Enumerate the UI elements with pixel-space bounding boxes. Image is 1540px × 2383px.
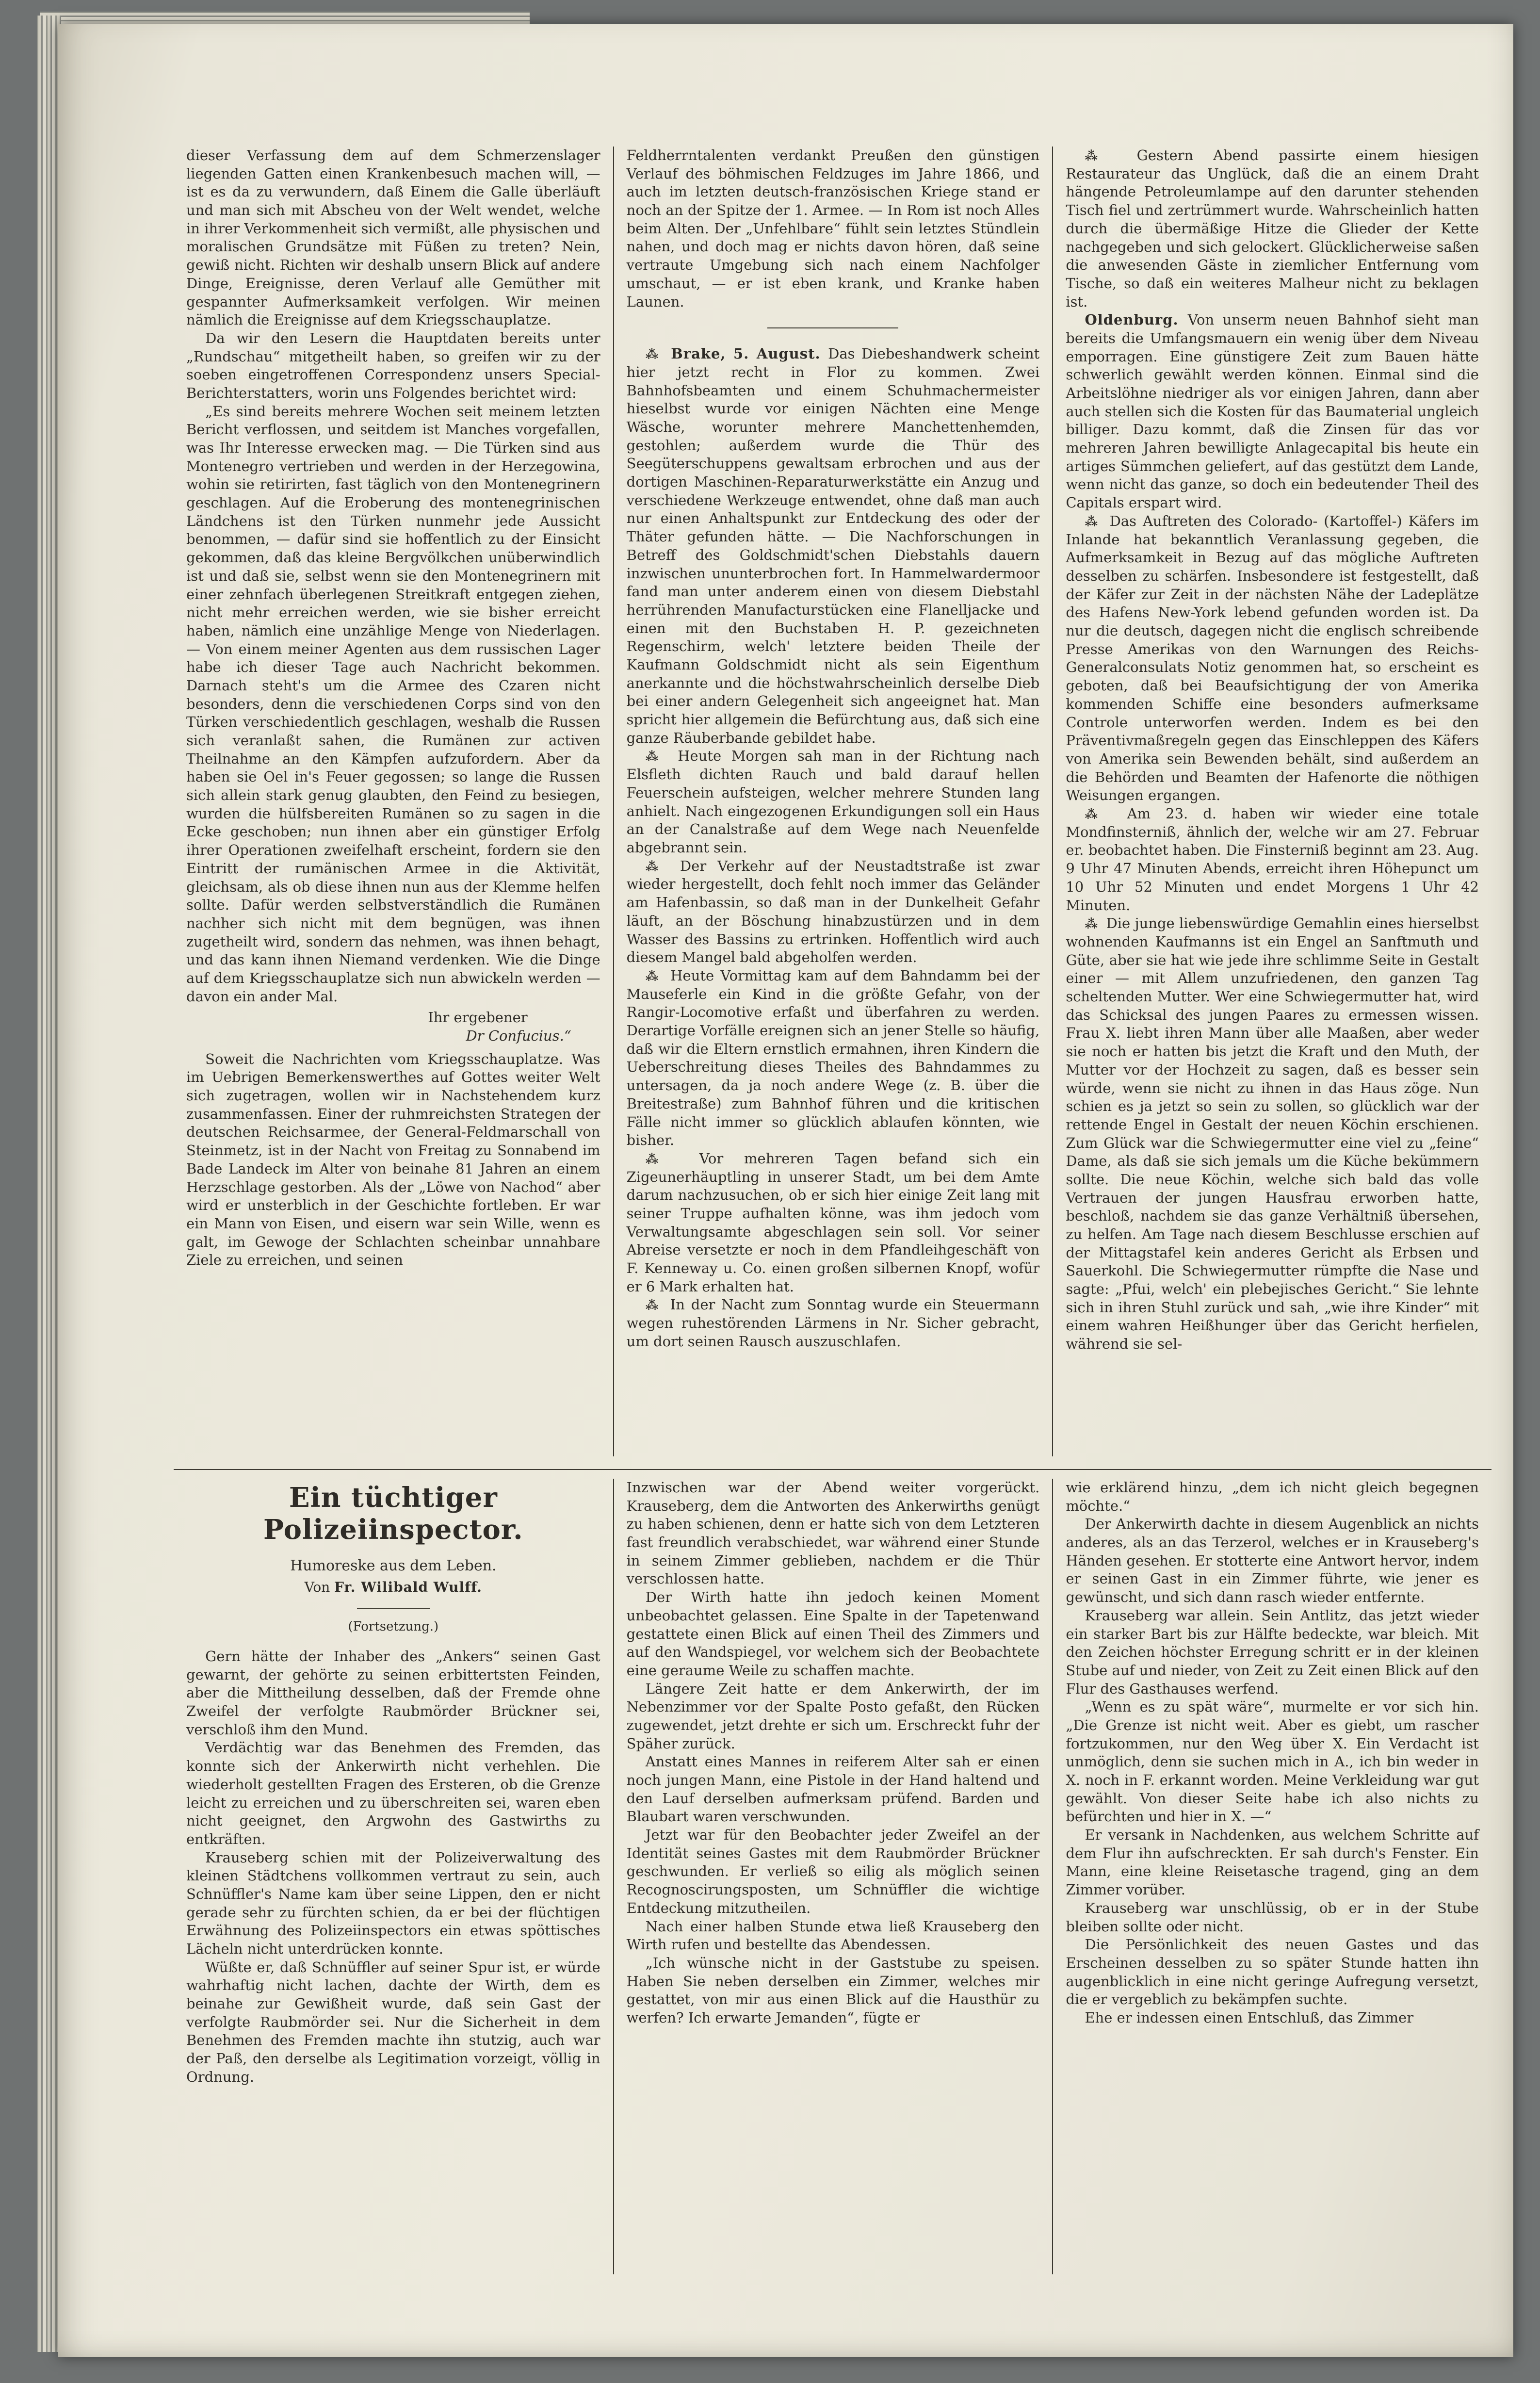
paragraph: „Wenn es zu spät wäre“, murmelte er vor sich hin. „Die Grenze ist nicht weit. Aber es giebt, um rascher fortzukommen, nur den Weg über X. Ein Verdacht ist unmöglich, denn sie suchen mich in A., ich bin weder in X. noch in F. erkannt worden. Meine Verkleidung war gut gewählt. Von dieser Seite habe ich also nichts zu befürchten und hier in X. —“: [1066, 1698, 1479, 1825]
asterism-mark: ⁂: [645, 859, 678, 874]
paragraph: Ihr ergebener: [428, 1009, 528, 1026]
paragraph: Jetzt war für den Beobachter jeder Zweifel an der Identität seines Gastes mit dem Raubmörder Brückner geschwunden. Er verließ so eilig als möglich seinen Recognoscirungsposten, um Schnüffler die wichtige Entdeckung mitzutheilen.: [626, 1827, 1040, 1916]
paragraph: Krauseberg schien mit der Polizeiverwaltung des kleinen Städtchens vollkommen vertraut zu sein, auch Schnüffler's Name kam über seine Lippen, den er nicht gerade sehr zu fürchten schien, da er bei der flüchtigen Erwähnung des Polizeiinspectors ein etwas spöttisches Lächeln nicht unterdrücken konnte.: [186, 1849, 600, 1957]
paragraph: ⁂ In der Nacht zum Sonntag wurde ein Steuermann wegen ruhestörenden Lärmens in Nr. Sicher gebracht, um dort seinen Rausch auszuschlafen.: [626, 1296, 1040, 1350]
news-section: [174, 147, 1491, 1456]
news-column-3: [1052, 147, 1491, 1456]
paragraph: Feldherrntalenten verdankt Preußen den günstigen Verlauf des böhmischen Feldzuges im Jahre 1866, und auch im letzten deutsch-französischen Kriege stand er noch an der Spitze der 1. Armee. — In Rom ist noch Alles beim Alten. Der „Unfehlbare“ fühlt sein letztes Stündlein nahen, und doch mag er nichts davon hören, daß seine vertraute Umgebung sich nach einem Nachfolger umschaut, — er ist eben krank, und Kranke haben Launen.: [626, 147, 1040, 310]
asterism-mark: ⁂: [645, 969, 669, 984]
asterism-mark: ⁂: [645, 1152, 697, 1167]
asterism-mark: ⁂: [1085, 807, 1125, 822]
feuilleton-header: [186, 1482, 600, 1634]
asterism-mark: ⁂: [1085, 514, 1108, 529]
feuilleton-continuation: (Fortsetzung.): [348, 1619, 439, 1634]
feuilleton-column-3: [1052, 1479, 1491, 2274]
paragraph: Er versank in Nachdenken, aus welchem Schritte auf dem Flur ihn aufschreckten. Er sah durch's Fenster. Ein Mann, eine kleine Reisetasche tragend, ging an dem Zimmer vorüber.: [1066, 1827, 1479, 1898]
paragraph: Die Persönlichkeit des neuen Gastes und das Erscheinen desselben zu so später Stunde hatten ihn augenblicklich in eine nicht geringe Aufregung versetzt, die er vergeblich zu bekämpfen suchte.: [1066, 1936, 1479, 2008]
feuilleton-small-rule: [357, 1608, 430, 1609]
page-stack-left-edge: [37, 16, 61, 2352]
paragraph: Inzwischen war der Abend weiter vorgerückt. Krauseberg, dem die Antworten des Ankerwirths genügt zu haben schienen, denn er hatte sich von dem Letzteren fast freundlich verabschiedet, war während einer Stunde in seinem Zimmer geblieben, nachdem er die Thür verschlossen hatte.: [626, 1479, 1040, 1587]
paragraph: ⁂ Heute Vormittag kam auf dem Bahndamm bei der Mauseferle ein Kind in die größte Gefahr, von der Rangir-Locomotive erfaßt und überfahren zu werden. Derartige Vorfälle ereignen sich an jener Stelle so häufig, daß wir die Eltern ernstlich ermahnen, ihren Kindern die Ueberschreitung dieses Theiles des Bahndammes zu untersagen, da ja noch andere Wege (z. B. über die Breitestraße) zum Bahnhof führen und die kritischen Fälle nicht immer so glücklich ablaufen könnten, wie bisher.: [626, 967, 1040, 1149]
newspaper-page: [58, 24, 1513, 2357]
feuilleton-subtitle: Humoreske aus dem Leben.: [290, 1557, 497, 1574]
asterism-mark: ⁂: [645, 750, 676, 765]
feuilleton-author: Fr. Wilibald Wulff.: [334, 1579, 482, 1595]
paragraph: Nach einer halben Stunde etwa ließ Krauseberg den Wirth rufen und bestellte das Abendessen.: [626, 1918, 1040, 1953]
paragraph: Oldenburg. Von unserm neuen Bahnhof sieht man bereits die Umfangsmauern ein wenig über dem Niveau emporragen. Eine günstigere Zeit zum Bauen hätte schwerlich gewählt werden können. Einmal sind die Arbeitslöhne niedriger als vor einigen Jahren, dann aber auch stellen sich die Kosten für das Baumaterial ungleich billiger. Dazu kommt, daß die Zinsen für das vor mehreren Jahren bewilligte Anlagecapital bis heute ein artiges Sümmchen geliefert, auf das gestützt dem Lande, wenn nicht das ganze, so doch ein bedeutender Theil des Capitals erspart wird.: [1066, 311, 1479, 511]
paragraph: ⁂ Die junge liebenswürdige Gemahlin eines hierselbst wohnenden Kaufmanns ist ein Engel an Sanftmuth und Güte, aber sie hat wie jede ihre schlimme Seite in Gestalt einer — mit Allem unzufriedenen, den ganzen Tag scheltenden Mutter. Wer eine Schwiegermutter hat, wird das Schicksal des jungen Paares zu ermessen wissen. Frau X. liebt ihren Mann über alle Maaßen, aber weder sie noch er hatten bis jetzt die Kraft und den Muth, der Mutter vor der Hochzeit zu sagen, daß es besser sein würde, wenn sie nicht zu ihnen in das Haus zöge. Nun schien es ja jetzt so sein zu sollen, so glücklich war der rettende Engel in Gestalt der neuen Köchin erschienen. Zum Glück war die Schwiegermutter eine viel zu „feine“ Dame, als daß sie sich jemals um die Küche bekümmern sollte. Die neue Köchin, welche sich bald das volle Vertrauen der jungen Hausfrau erworben hatte, beschloß, nachdem sie das ganze Verhältniß übersehen, zu helfen. Am Tage nach diesem Beschlusse erschien auf der Mittagstafel kein anderes Gericht als Erbsen und Sauerkohl. Die Schwiegermutter rümpfte die Nase und sagte: „Pfui, welch' ein plebejisches Gericht.“ Sie lehnte sich in ihren Stuhl zurück und sah, „wie ihre Kinder“ mit einem wahren Heißhunger über das Gericht herfielen, während sie sel-: [1066, 915, 1479, 1353]
asterism-mark: ⁂: [645, 1298, 668, 1313]
section-divider-rule: [174, 1469, 1491, 1470]
feuilleton-byline: [186, 1579, 600, 1595]
paragraph: Soweit die Nachrichten vom Kriegsschauplatze. Was im Uebrigen Bemerkenswerthes auf Gottes weiter Welt sich zugetragen, wollen wir in Nachstehendem kurz zusammenfassen. Einer der ruhmreichsten Strategen der deutschen Reichsarmee, der General-Feldmarschall von Steinmetz, ist in der Nacht von Freitag zu Sonnabend im Bade Landeck im Alter von beinahe 81 Jahren an einem Herzschlage gestorben. Als der „Löwe von Nachod“ aber wird er unsterblich in der Geschichte fortleben. Er war ein Mann von Eisen, und eisern war sein Wille, wenn es galt, im Gewoge der Schlachten scheinbar unnahbare Ziele zu erreichen, und seinen: [186, 1050, 600, 1269]
paragraph: Verdächtig war das Benehmen des Fremden, das konnte sich der Ankerwirth nicht verhehlen. Die wiederholt gestellten Fragen des Ersteren, ob die Grenze leicht zu erreichen und zu überschreiten sei, waren eben nicht geeignet, den Argwohn des Gastwirths zu entkräften.: [186, 1739, 600, 1847]
paragraph: ⁂ Der Verkehr auf der Neustadtstraße ist zwar wieder hergestellt, doch fehlt noch immer das Geländer am Hafenbassin, so daß man in der Dunkelheit Gefahr läuft, an der Böschung hinabzustürzen und in dem Wasser des Bassins zu ertrinken. Hoffentlich wird auch diesem Mangel bald abgeholfen werden.: [626, 857, 1040, 966]
paragraph: wie erklärend hinzu, „dem ich nicht gleich begegnen möchte.“: [1066, 1479, 1479, 1514]
paragraph: Da wir den Lesern die Hauptdaten bereits unter „Rundschau“ mitgetheilt haben, so greifen wir zu der soeben eingetroffenen Correspondenz unsers Special-Berichterstatters, worin uns Folgendes berichtet wird:: [186, 329, 600, 401]
paragraph: „Ich wünsche nicht in der Gaststube zu speisen. Haben Sie neben derselben ein Zimmer, welches mir gestattet, von mir aus einen Blick auf die Hausthür zu werfen? Ich erwarte Jemanden“, fügte er: [626, 1954, 1040, 2026]
news-column-1: [174, 147, 613, 1456]
paragraph: „Es sind bereits mehrere Wochen seit meinem letzten Bericht verflossen, und seitdem ist Manches vorgefallen, was Ihr Interesse erwecken mag. — Die Türken sind aus Montenegro vertrieben und werden in der Herzegowina, wohin sie retirirten, fast täglich von den Montenegrinern geschlagen. Auf die Eroberung des montenegrinischen Ländchens ist den Türken nunmehr jede Aussicht benommen, — dafür sind sie hoffentlich zu der Einsicht gekommen, daß das kleine Bergvölkchen unüberwindlich ist und daß sie, selbst wenn sie den Montenegrinern mit einer zehnfach überlegenen Streitkraft entgegen ziehen, nicht mehr erreichen werden, wie sie bisher erreicht haben, nämlich eine unzählige Menge von Niederlagen. — Von einem meiner Agenten aus dem russischen Lager habe ich dieser Tage auch Nachricht bekommen. Darnach steht's um die Armee des Czaren nicht besonders, denn die verschiedenen Corps sind von den Türken verschiedentlich geschlagen, weshalb die Russen sich veranlaßt sahen, die Rumänen zur activen Theilnahme an den Kämpfen aufzufordern. Aber da haben sie Oel in's Feuer gegossen; so lange die Russen sich allein stark genug glaubten, den Feind zu besiegen, wurden die hülfsbereiten Rumänen so zu sagen in die Ecke geschoben; nun ihnen aber ein günstiger Erfolg ihrer Operationen zweifelhaft erscheint, fordern sie den Eintritt der rumänischen Armee in die Aktivität, gleichsam, als ob diese ihnen nun aus der Klemme helfen sollte. Dafür werden selbstverständlich die Rumänen nachher sich nicht mit dem begnügen, was ihnen zugetheilt wird, sondern das nehmen, was ihnen behagt, und das kann ihnen Niemand verdenken. Wie die Dinge auf dem Kriegsschauplatze sich nun abwickeln werden — davon ein ander Mal.: [186, 403, 600, 1005]
paragraph: Längere Zeit hatte er dem Ankerwirth, der im Nebenzimmer vor der Spalte Posto gefaßt, den Rücken zugewendet, jetzt drehte er sich um. Erschreckt fuhr der Späher zurück.: [626, 1680, 1040, 1752]
feuilleton-section: [174, 1479, 1491, 2274]
asterism-mark: ⁂: [1085, 917, 1104, 932]
paragraph: Krauseberg war unschlüssig, ob er in der Stube bleiben sollte oder nicht.: [1066, 1899, 1479, 1935]
paragraph: Ehe er indessen einen Entschluß, das Zimmer: [1085, 2009, 1414, 2026]
paragraph: Wüßte er, daß Schnüffler auf seiner Spur ist, er würde wahrhaftig nicht lachen, dachte der Wirth, dem es beinahe zur Gewißheit wurde, daß sein Gast der verfolgte Raubmörder sei. Nur die Sicherheit in dem Benehmen des Fremden machte ihn stutzig, auch war der Paß, den derselbe als Legitimation vorzeigt, völlig in Ordnung.: [186, 1959, 600, 2085]
paragraph: ⁂ Das Auftreten des Colorado- (Kartoffel-) Käfers im Inlande hat bekanntlich Veranlassung gegeben, die Aufmerksamkeit in Bezug auf das mögliche Auftreten desselben zu schärfen. Insbesondere ist festgestellt, daß der Käfer zur Zeit in der nächsten Nähe der Ladeplätze des Hafens New-York lebend gefunden worden ist. Da nur die deutsch, dagegen nicht die englisch schreibende Presse Amerikas von den Warnungen des Reichs-Generalconsulats Notiz genommen hat, so erscheint es geboten, daß bei Beaufsichtigung der von Amerika kommenden Schiffe eine besonders aufmerksame Controle unterworfen werden. Indem es bei den Präventivmaßregeln gegen das Einschleppen des Käfers von Amerika sein Bewenden behält, sind außerdem an die Behörden und Beamten der Hafenorte die nöthigen Weisungen ergangen.: [1066, 512, 1479, 804]
paragraph: Der Wirth hatte ihn jedoch keinen Moment unbeobachtet gelassen. Eine Spalte in der Tapetenwand gestattete einen Blick auf einen Theil des Zimmers und auf den Wandspiegel, vor welchem sich der Beobachtete eine geraume Weile zu schaffen machte.: [626, 1589, 1040, 1679]
feuilleton-column-1: [174, 1479, 613, 2274]
paragraph: Krauseberg war allein. Sein Antlitz, das jetzt wieder ein starker Bart bis zur Hälfte bedeckte, war bleich. Mit den Zeichen höchster Erregung schritt er in der kleinen Stube auf und nieder, von Zeit zu Zeit einen Blick auf den Flur des Gasthauses werfend.: [1066, 1607, 1479, 1697]
paragraph: Anstatt eines Mannes in reiferem Alter sah er einen noch jungen Mann, eine Pistole in der Hand haltend und den Lauf derselben aufmerksam prüfend. Barden und Blaubart waren verschwunden.: [626, 1753, 1040, 1825]
paragraph-lead: Oldenburg.: [1085, 311, 1188, 328]
paragraph: dieser Verfassung dem auf dem Schmerzenslager liegenden Gatten einen Krankenbesuch machen will, — ist es da zu verwundern, daß Einem die Galle überläuft und man sich mit Abscheu von der Welt wendet, welche in ihrer Verkommenheit sich vermißt, alle physischen und moralischen Grundsätze mit Füßen zu treten? Nein, gewiß nicht. Richten wir deshalb unsern Blick auf andere Dinge, Ereignisse, deren Verlauf alle Gemüther mit gespannter Aufmerksamkeit verfolgen. Wir meinen nämlich die Ereignisse auf dem Kriegsschauplatze.: [186, 147, 600, 328]
paragraph: Dr Confucius.“: [466, 1028, 571, 1044]
paragraph: ⁂ Heute Morgen sah man in der Richtung nach Elsfleth dichten Rauch und bald darauf hellen Feuerschein aufsteigen, welcher mehrere Stunden lang anhielt. Nach eingezogenen Erkundigungen soll ein Haus an der Canalstraße auf dem Wege nach Neuenfelde abgebrannt sein.: [626, 748, 1040, 856]
byline-prefix: Von: [304, 1579, 335, 1595]
paragraph: ⁂ Am 23. d. haben wir wieder eine totale Mondfinsterniß, ähnlich der, welche wir am 27. Februar er. beobachtet haben. Die Finsterniß beginnt am 23. Aug. 9 Uhr 47 Minuten Abends, erreicht ihren Höhepunct um 10 Uhr 52 Minuten und endet Morgens 1 Uhr 42 Minuten.: [1066, 805, 1479, 914]
paragraph-lead: Brake, 5. August.: [671, 345, 828, 362]
paragraph: ⁂ Gestern Abend passirte einem hiesigen Restaurateur das Unglück, daß die an einem Draht hängende Petroleumlampe auf den darunter stehenden Tisch fiel und zertrümmert wurde. Wahrscheinlich hatten durch die übermäßige Hitze die Glieder der Kette nachgegeben und sich gelockert. Glücklicherweise saßen die anwesenden Gäste in ziemlicher Entfernung vom Tische, so daß ein weiteres Malheur nicht zu beklagen ist.: [1066, 147, 1479, 310]
paragraph: ⁂ Vor mehreren Tagen befand sich ein Zigeunerhäuptling in unserer Stadt, um bei dem Amte darum nachzusuchen, ob er sich hier einige Zeit lang mit seiner Truppe aufhalten könne, was ihm jedoch vom Verwaltungsamte abgeschlagen sein soll. Vor seiner Abreise versetzte er noch in dem Pfandleihgeschäft von F. Kenneway u. Co. einen großen silbernen Knopf, wofür er 6 Mark erhalten hat.: [626, 1150, 1040, 1295]
news-column-2: [613, 147, 1053, 1456]
paragraph: ⁂ Brake, 5. August. Das Diebeshandwerk scheint hier jetzt recht in Flor zu kommen. Zwei Bahnhofsbeamten und einem Schuhmachermeister hieselbst wurde vor einigen Nächten eine Menge Wäsche, worunter mehrere Manchettenhemden, gestohlen; außerdem wurde die Thür des Seegüterschuppens gewaltsam erbrochen und aus der dortigen Maschinen-Reparaturwerkstätte ein Anzug und verschiedene Werkzeuge entwendet, ohne daß man auch nur einen Anhaltspunkt zur Entdeckung des oder der Thäter gefunden hätte. — Die Nachforschungen in Betreff des Goldschmidt'schen Diebstahls dauern inzwischen ununterbrochen fort. In Hammelwardermoor fand man unter anderem einen von diesem Diebstahl herrührenden Manufacturstücken eine Flanelljacke und einen mit den Buchstaben H. P. gezeichneten Regenschirm, welch' letztere beiden Theile der Kaufmann Goldschmidt nicht als sein Eigenthum anerkannte und die höchstwahrscheinlich derselbe Dieb bei einer andern Gelegenheit sich angeeignet hat. Man spricht hier allgemein die Befürchtung aus, daß sich eine ganze Räuberbande gebildet habe.: [626, 345, 1040, 746]
feuilleton-title: Ein tüchtiger Polizeiinspector.: [263, 1482, 523, 1546]
column-divider-rule: [767, 327, 898, 328]
asterism-mark: ⁂: [645, 347, 669, 362]
feuilleton-column-2: [613, 1479, 1053, 2274]
paragraph: Der Ankerwirth dachte in diesem Augenblick an nichts anderes, als an das Terzerol, welches er in Krauseberg's Händen gesehen. Er stotterte eine Antwort hervor, indem er seinen Gast in ein Zimmer führte, wie jener es gewünscht, und sich dann rasch wieder entfernte.: [1066, 1516, 1479, 1606]
paragraph: Gern hätte der Inhaber des „Ankers“ seinen Gast gewarnt, der gehörte zu seinen erbittertsten Feinden, aber die Mittheilung desselben, daß der Fremde ohne Zweifel der verfolgte Raubmörder Brückner sei, verschloß ihm den Mund.: [186, 1648, 600, 1738]
page-content: [58, 24, 1513, 2274]
asterism-mark: ⁂: [1085, 149, 1135, 163]
